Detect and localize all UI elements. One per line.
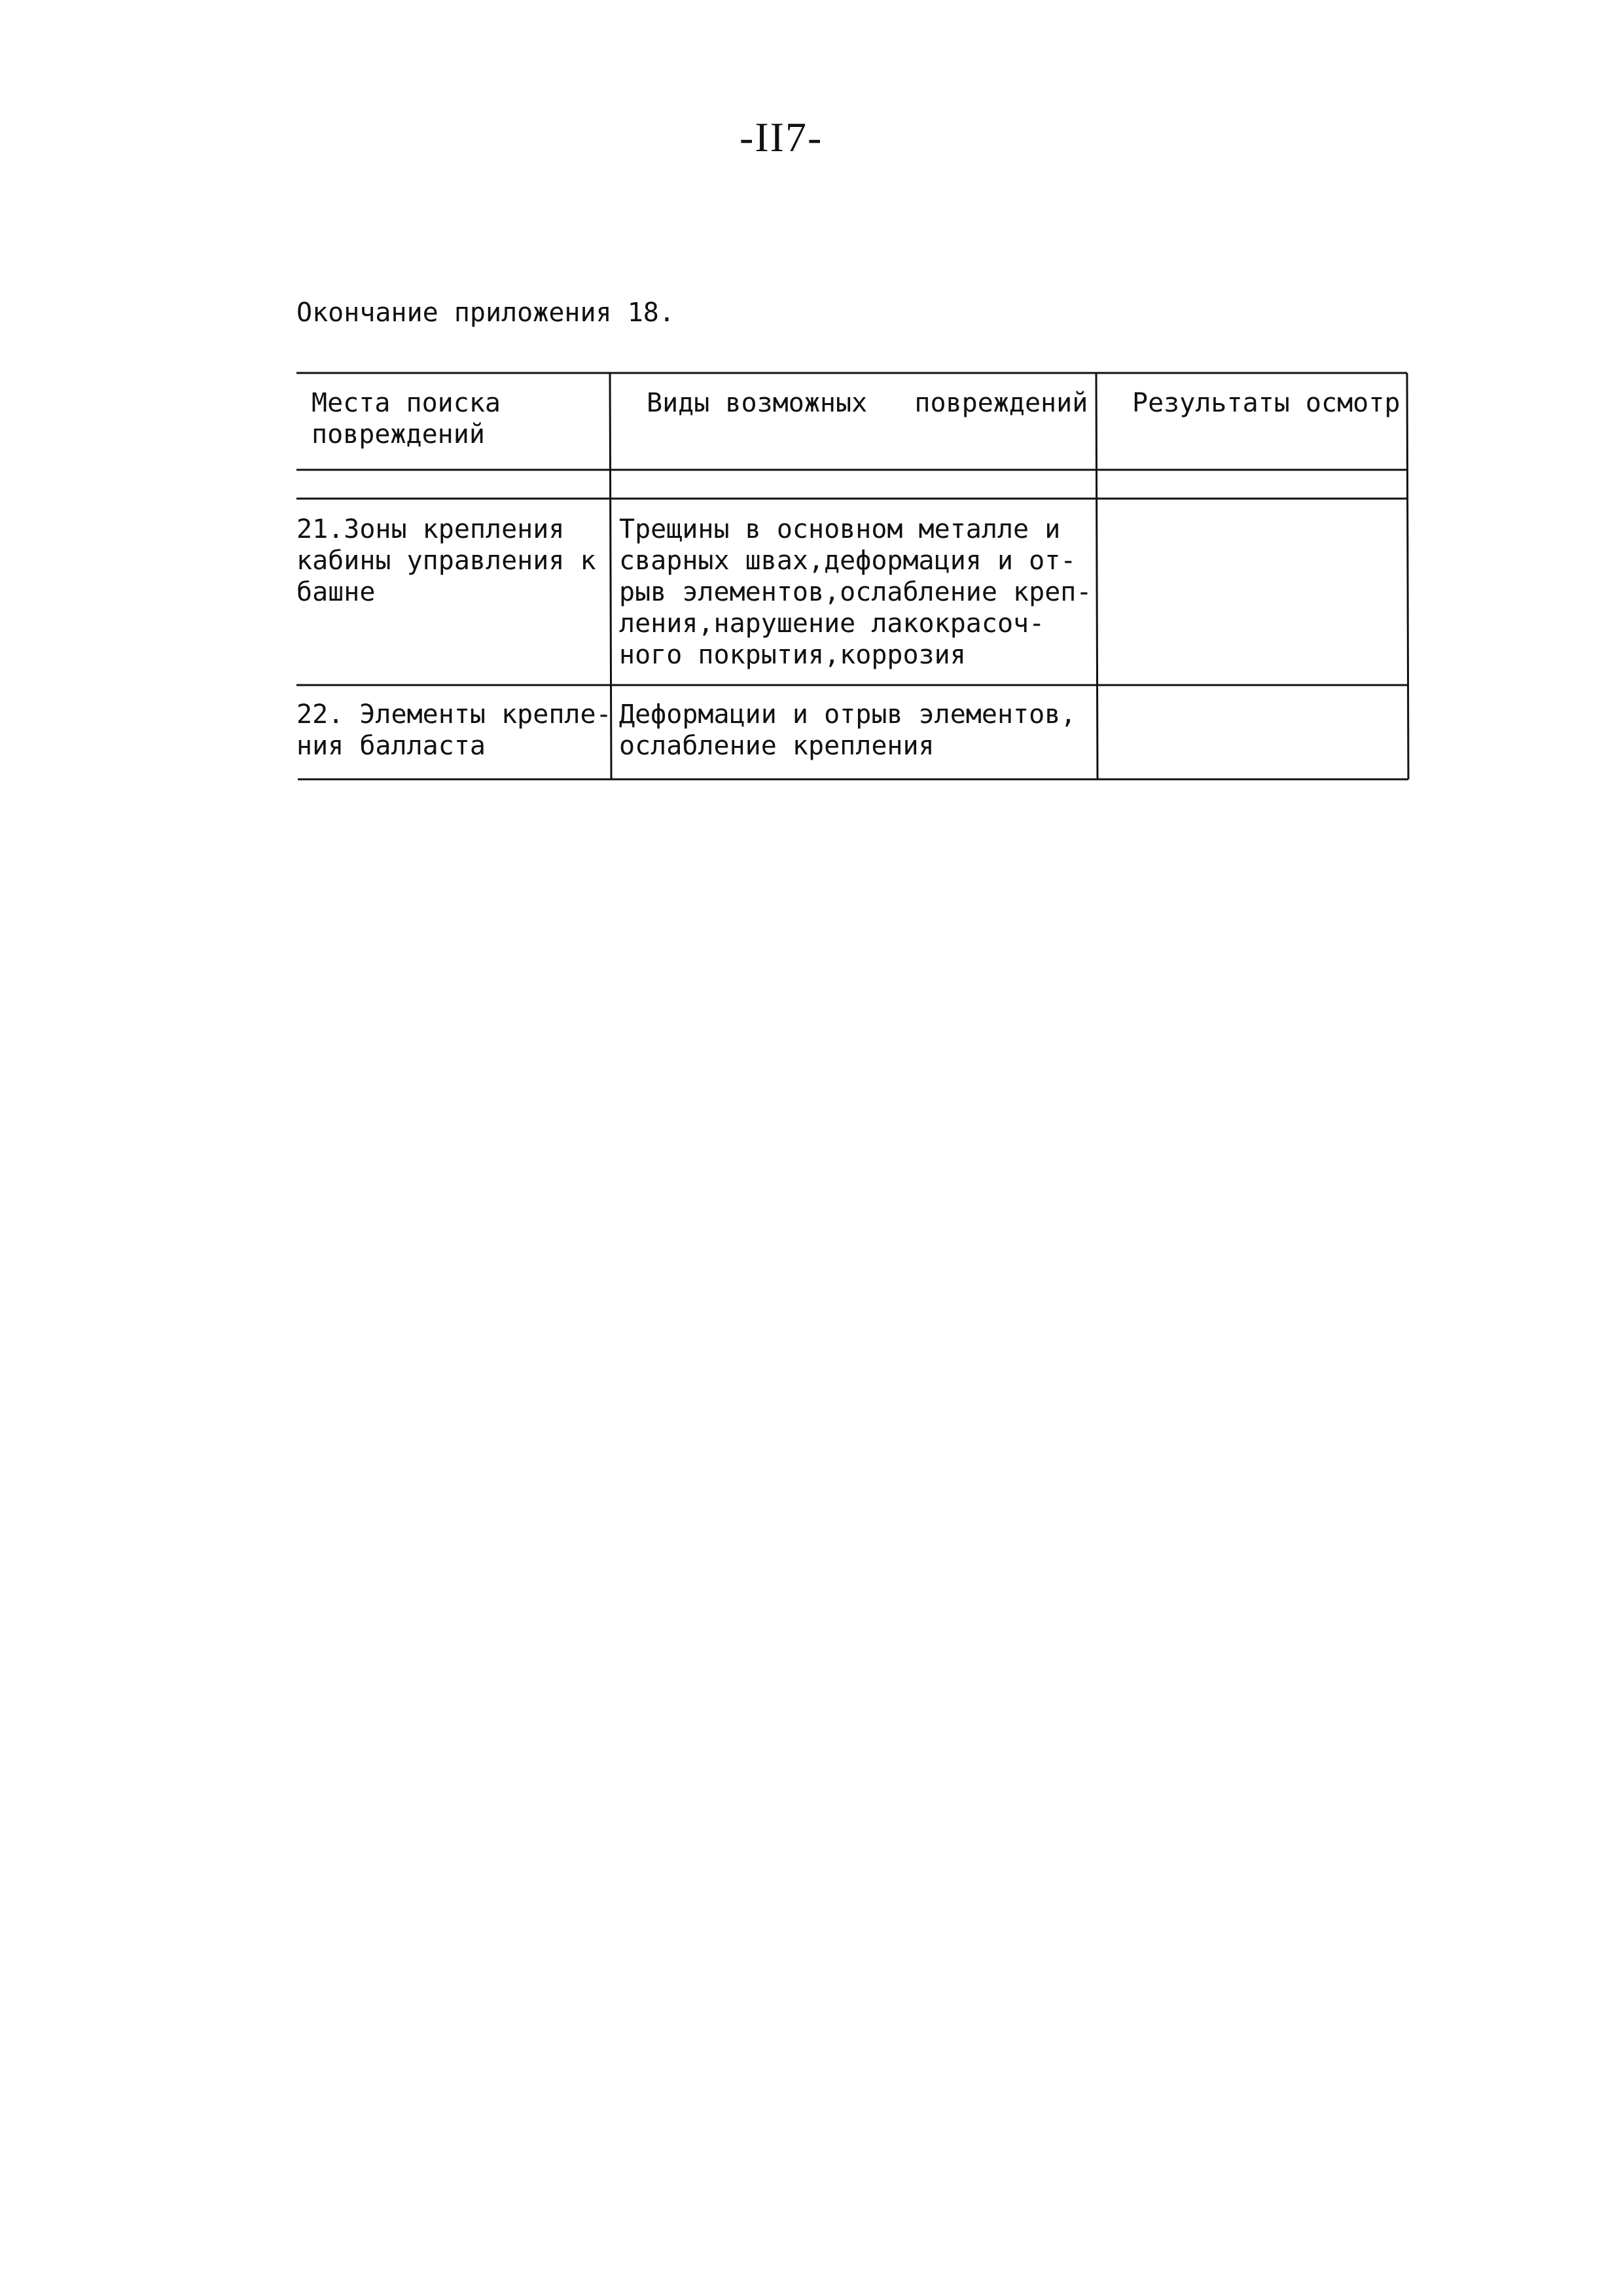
place-line: ния балласта (296, 731, 486, 761)
caption: Окончание приложения 18. (296, 298, 675, 328)
page-number: -II7- (740, 114, 823, 160)
place-line: кабины управления к (296, 546, 596, 576)
place-line: 22. Элементы крепле- (296, 699, 612, 730)
header-places-line: повреждений (312, 419, 485, 450)
damage-line: сварных швах,деформация и от- (619, 546, 1077, 576)
row-21-place (296, 514, 596, 608)
damage-line: ослабление крепления (619, 731, 935, 761)
damage-line: рыв элементов,ослабление креп- (619, 577, 1092, 607)
damage-line: ления,нарушение лакокрасоч- (619, 609, 1045, 639)
row-22-place (296, 699, 612, 762)
header-results: Результаты осмотр (1132, 388, 1400, 418)
place-line: башне (296, 577, 376, 607)
damage-line: Деформации и отрыв элементов, (619, 699, 1077, 730)
damage-line: ного покрытия,коррозия (619, 640, 966, 670)
header-damage-types: Виды возможных повреждений (647, 388, 1088, 418)
damage-line: Трещины в основном металле и (619, 514, 1061, 544)
place-line: 21.Зоны крепления (296, 514, 565, 544)
row-21-damage (619, 514, 1092, 671)
row-22-damage (619, 699, 1076, 762)
header-places-line: Места поиска (312, 388, 501, 418)
header-places (312, 387, 501, 450)
